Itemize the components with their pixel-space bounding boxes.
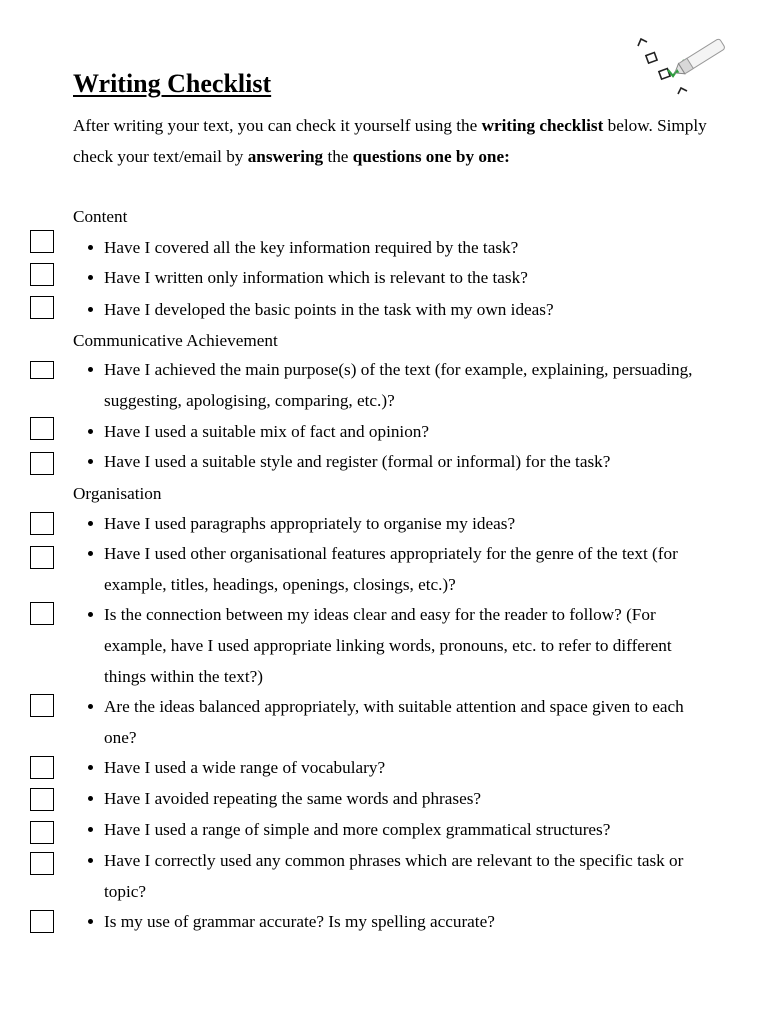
checklist-item: Are the ideas balanced appropriately, with suitable attention and space given to each one?	[104, 691, 704, 753]
checklist-checkbox[interactable]	[30, 263, 54, 286]
checklist-item: Have I used paragraphs appropriately to organise my ideas?	[104, 508, 704, 539]
intro-text: below. Simply check your text/email by	[73, 116, 707, 167]
intro-text: the	[323, 147, 353, 167]
checklist-item: Have I used a range of simple and more complex grammatical structures?	[104, 814, 704, 845]
pen-checklist-icon	[632, 34, 728, 100]
intro-paragraph	[73, 110, 713, 173]
checklist-item: Have I covered all the key information required by the task?	[104, 232, 704, 263]
checklist-item: Is my use of grammar accurate? Is my spelling accurate?	[104, 906, 704, 937]
checklist-checkbox[interactable]	[30, 821, 54, 844]
checklist-item: Have I used a wide range of vocabulary?	[104, 752, 704, 783]
checklist-checkbox[interactable]	[30, 852, 54, 875]
checklist-checkbox[interactable]	[30, 361, 54, 379]
checklist-item: Have I avoided repeating the same words and phrases?	[104, 783, 704, 814]
checklist-item: Have I used other organisational features appropriately for the genre of the text (for example, titles, headings, openings, closings, etc.)?	[104, 538, 704, 600]
intro-text: After writing your text, you can check it yourself using the	[73, 116, 482, 135]
checklist-item: Have I correctly used any common phrases which are relevant to the specific task or topic?	[104, 845, 704, 907]
section-heading-communicative: Communicative Achievement	[73, 331, 278, 350]
checklist-checkbox[interactable]	[30, 230, 54, 253]
checklist-checkbox[interactable]	[30, 546, 54, 569]
intro-bold: answering	[247, 147, 324, 167]
checklist-item: Have I developed the basic points in the task with my own ideas?	[104, 294, 704, 325]
section-heading-content: Content	[73, 207, 128, 226]
checklist-item: Have I used a suitable mix of fact and opinion?	[104, 416, 704, 447]
checklist-item: Have I achieved the main purpose(s) of the text (for example, explaining, persuading, suggesting, apologising, comparing, etc.)?	[104, 354, 704, 416]
checklist-checkbox[interactable]	[30, 694, 54, 717]
checklist-checkbox[interactable]	[30, 296, 54, 319]
section-heading-organisation: Organisation	[73, 484, 162, 503]
checklist-checkbox[interactable]	[30, 512, 54, 535]
checklist-checkbox[interactable]	[30, 910, 54, 933]
page-title: Writing Checklist	[73, 69, 272, 98]
checklist-checkbox[interactable]	[30, 788, 54, 811]
checklist-checkbox[interactable]	[30, 417, 54, 440]
intro-bold: writing checklist	[481, 116, 604, 135]
checklist-item: Is the connection between my ideas clear and easy for the reader to follow? (For example, have I used appropriate linking words, pronouns, etc. to refer to different things within the text?)	[104, 599, 704, 692]
checklist-checkbox[interactable]	[30, 756, 54, 779]
checklist-checkbox[interactable]	[30, 602, 54, 625]
intro-bold: questions one by one:	[352, 147, 510, 167]
checklist-checkbox[interactable]	[30, 452, 54, 475]
checklist-item: Have I used a suitable style and register (formal or informal) for the task?	[104, 446, 704, 477]
checklist-item: Have I written only information which is relevant to the task?	[104, 262, 704, 293]
